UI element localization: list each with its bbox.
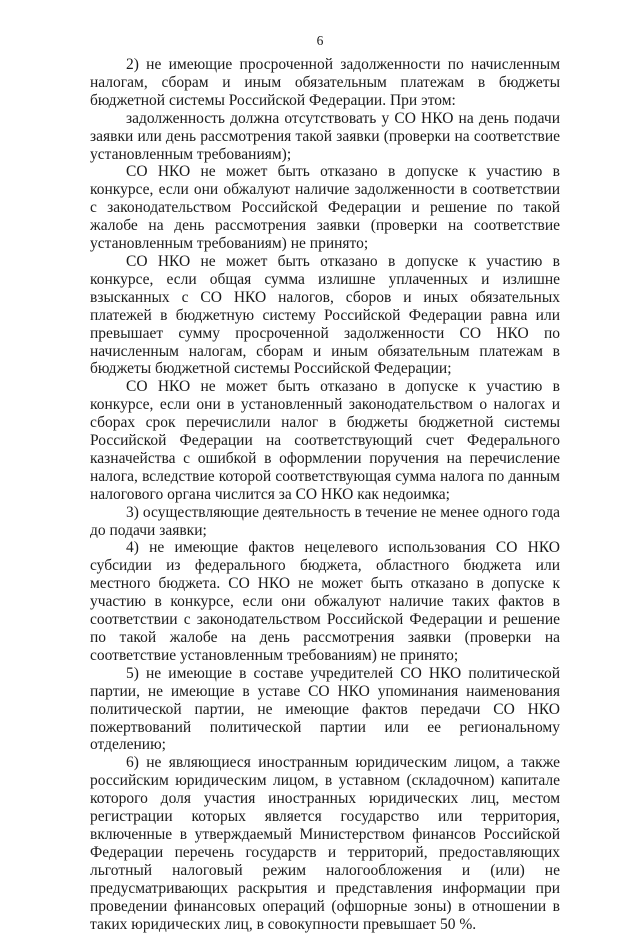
paragraph-appeal-debt: СО НКО не может быть отказано в допуске к участию в конкурсе, если они обжалуют наличие задолженности в соответствии с законодательством Российской Федерации и решение по такой жалобе на день рассмотрения заявки (проверки на соответствие установленным требованиям) не принято; [90,163,560,253]
paragraph-clause-6: 6) не являющиеся иностранным юридическим лицом, а также российским юридическим лицом, в уставном (складочном) капитале которого доля участия иностранных юридических лиц, местом регистрации которых является государство или территория, включенные в утверждаемый Министерством финансов Российской Федерации перечень государств и территорий, предоставляющих льготный налоговый режим налогообложения и (или) не предусматривающих раскрытия и представления информации при проведении финансовых операций (офшорные зоны) в отношении в таких юридических лиц, в совокупности превышает 50 %. [90,754,560,933]
paragraph-clause-4: 4) не имеющие фактов нецелевого использования СО НКО субсидии из федерального бюджета, областного бюджета или местного бюджета. СО НКО не может быть отказано в допуске к участию в конкурсе, если они обжалуют наличие таких фактов в соответствии с законодательством Российской Федерации и решение по такой жалобе на день рассмотрения заявки (проверки на соответствие установленным требованиям) не принято; [90,539,560,664]
paragraph-debt-absence: задолженность должна отсутствовать у СО НКО на день подачи заявки или день рассмотрения такой заявки (проверки на соответствие установленным требованиям); [90,109,560,163]
paragraph-payment-error: СО НКО не может быть отказано в допуске к участию в конкурсе, если они в установленный законодательством о налогах и сборах срок перечислили налог в бюджеты бюджетной системы Российской Федерации на соответствующий счет Федерального казначейства с ошибкой в оформлении поручения на перечисление налога, вследствие которой соответствующая сумма налога по данным налогового органа числится за СО НКО как недоимка; [90,378,560,503]
paragraph-clause-5: 5) не имеющие в составе учредителей СО НКО политической партии, не имеющие в уставе СО НКО упоминания наименования политической партии, не имеющие фактов передачи СО НКО пожертвований политической партии или ее региональному отделению; [90,664,560,754]
document-body [90,56,560,933]
paragraph-clause-3: 3) осуществляющие деятельность в течение не менее одного года до подачи заявки; [90,503,560,539]
page-number: 6 [316,33,324,48]
paragraph-clause-2: 2) не имеющие просроченной задолженности по начисленным налогам, сборам и иным обязательным платежам в бюджеты бюджетной системы Российской Федерации. При этом: [90,56,560,109]
paragraph-overpayment: СО НКО не может быть отказано в допуске к участию в конкурсе, если общая сумма излишне уплаченных и излишне взысканных с СО НКО налогов, сборов и иных обязательных платежей в бюджетную систему Российской Федерации равна или превышает сумму просроченной задолженности СО НКО по начисленным налогам, сборам и иным обязательным платежам в бюджеты бюджетной системы Российской Федерации; [90,252,560,378]
